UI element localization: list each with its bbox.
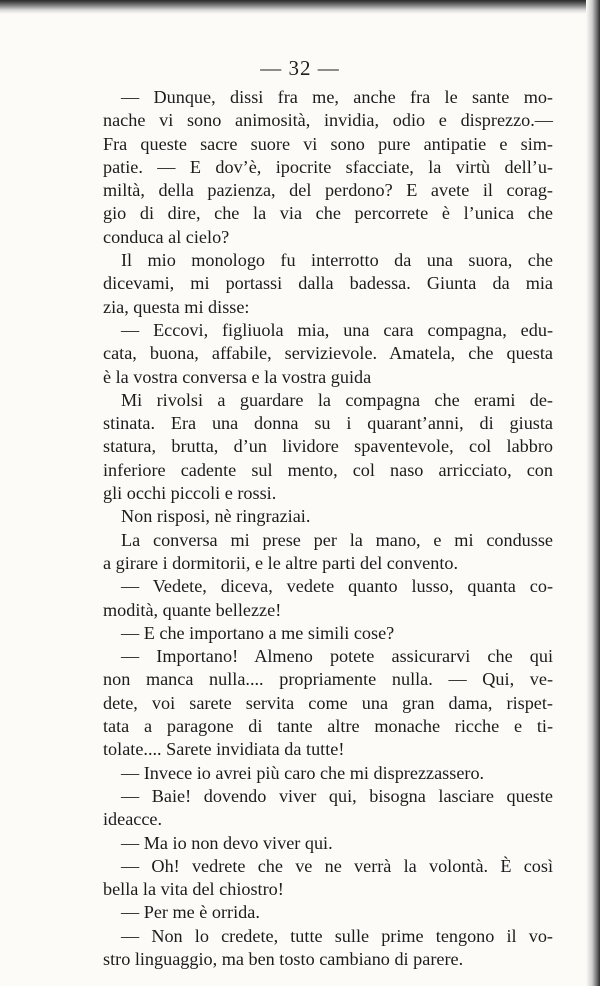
text-line: non manca nulla.... propriamente nulla. — Qui, ve- (103, 669, 553, 690)
text-line: tolate.... Sarete invidiata da tutte! (103, 739, 345, 760)
text-line: inferiore cadente sul mento, col naso arricciato, con (103, 459, 553, 480)
text-line: patie. — E dov’è, ipocrite sfacciate, la virtù dell’u- (103, 156, 553, 177)
page-number: — 32 — (260, 56, 340, 80)
text-line: — Vedete, diceva, vedete quanto lusso, quanta co- (121, 576, 553, 597)
text-line: modità, quante bellezze! (103, 599, 282, 620)
text-line: — Dunque, dissi fra me, anche fra le sante mo- (121, 87, 553, 107)
text-line: stinata. Era una donna su i quarant’anni, di giusta (103, 413, 553, 434)
text-line: dete, voi sarete servita come una gran dama, rispet- (103, 692, 553, 713)
body-text (103, 86, 553, 971)
text-line: — Oh! vedrete che ve ne verrà la volontà. È così (121, 855, 553, 876)
text-line: nache vi sono animosità, invidia, odio e disprezzo.— (103, 110, 553, 131)
text-line: cata, buona, affabile, servizievole. Amatela, che questa (103, 343, 553, 364)
text-line: — Non lo credete, tutte sulle prime tengono il vo- (121, 925, 553, 946)
text-line: — E che importano a me simili cose? (121, 622, 395, 643)
text-line: — Eccovi, figliuola mia, una cara compagna, edu- (121, 319, 553, 340)
text-line: — Ma io non devo viver qui. (121, 832, 333, 853)
text-line: Fra queste sacre suore vi sono pure antipatie e sim- (103, 133, 553, 154)
text-line: — Importano! Almeno potete assicurarvi che qui (121, 646, 553, 667)
text-line: è la vostra conversa e la vostra guida (103, 366, 372, 387)
text-line: Non risposi, nè ringraziai. (121, 506, 311, 527)
text-line: dicevami, mi portassi dalla badessa. Giunta da mia (103, 273, 553, 294)
text-line: ideacce. (103, 809, 163, 830)
text-line: — Invece io avrei più caro che mi disprezzassero. (121, 762, 485, 783)
text-line: La conversa mi prese per la mano, e mi condusse (121, 529, 553, 550)
scan-top-edge (0, 0, 600, 14)
text-line: tata a paragone di tante altre monache ricche e ti- (103, 716, 553, 737)
scan-right-edge (586, 0, 600, 986)
text-line: zia, questa mi disse: (103, 296, 250, 317)
text-line: a girare i dormitorii, e le altre parti del convento. (103, 552, 459, 573)
text-line: statura, brutta, d’un lividore spaventevole, col labbro (103, 436, 553, 457)
text-line: Mi rivolsi a guardare la compagna che erami de- (121, 389, 553, 410)
text-line: gio di dire, che la via che percorrete è l’unica che (103, 203, 553, 224)
text-line: miltà, della pazienza, del perdono? E avete il corag- (103, 180, 553, 201)
text-line: conduca al cielo? (103, 226, 230, 247)
text-line: gli occhi piccoli e rossi. (103, 483, 277, 504)
text-line: bella la vita del chiostro! (103, 879, 284, 900)
text-line: stro linguaggio, ma ben tosto cambiano di parere. (103, 948, 464, 969)
text-line: Il mio monologo fu interrotto da una suora, che (121, 250, 553, 271)
text-line: — Baie! dovendo viver qui, bisogna lasciare queste (121, 785, 553, 806)
text-line: — Per me è orrida. (121, 902, 260, 923)
